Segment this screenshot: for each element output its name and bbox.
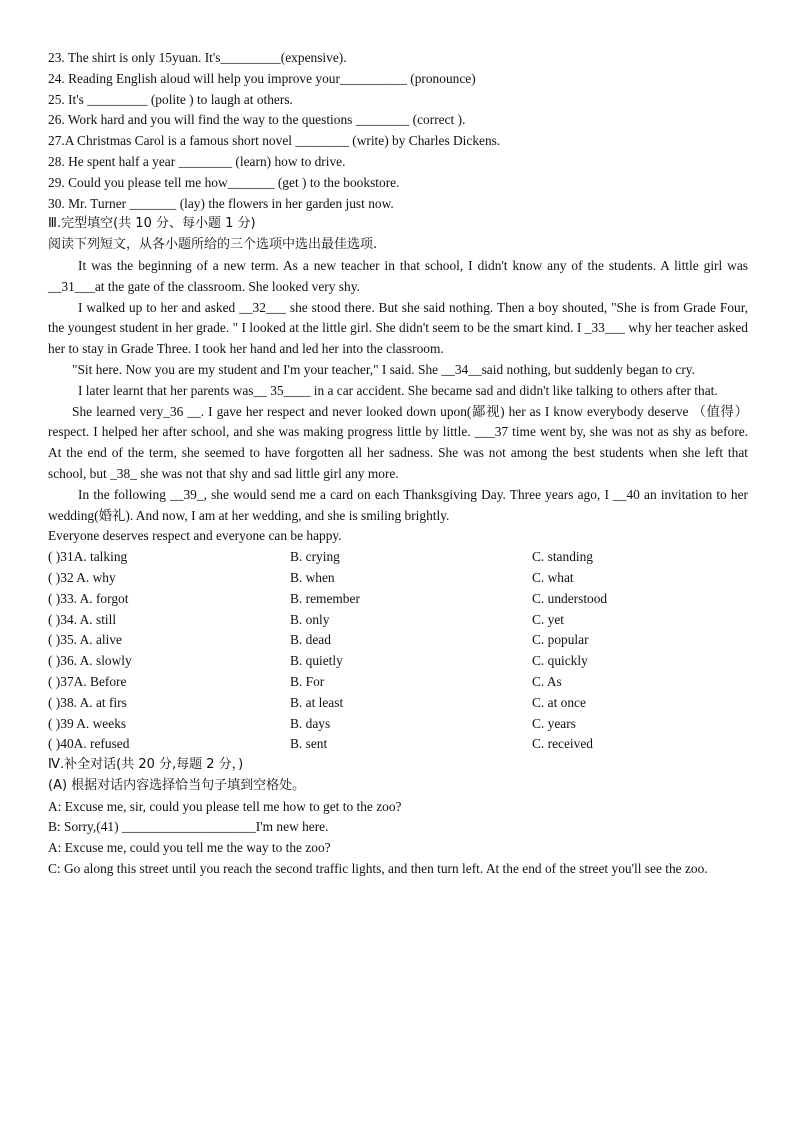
choice-row-33 — [48, 589, 748, 610]
choice-option-b: B. at least — [290, 694, 344, 710]
fill-item-26: 26. Work hard and you will find the way to the questions ________ (correct ). — [48, 112, 466, 128]
dialogue-line-4: C: Go along this street until you reach the second traffic lights, and then turn left. At the end of the street you'll see the zoo. — [48, 861, 708, 877]
section-4-subtitle: (A) 根据对话内容选择恰当句子填到空格处。 — [48, 777, 306, 793]
fill-in-items — [48, 48, 748, 214]
choice-option-a: ( )38. A. at firs — [48, 694, 127, 710]
choice-row-40 — [48, 734, 748, 755]
choice-option-a: ( )37A. Before — [48, 673, 127, 689]
choice-row-32 — [48, 568, 748, 589]
section-4-title: Ⅳ.补全对话(共 20 分,每题 2 分，) — [48, 757, 244, 773]
choice-option-b: B. For — [290, 673, 325, 689]
choice-option-c: C. standing — [532, 549, 594, 565]
fill-item-23: 23. The shirt is only 15yuan. It's_________(expensive). — [48, 50, 347, 65]
fill-item-25: 25. It's _________ (polite ) to laugh at others. — [48, 91, 293, 107]
passage-paragraph-3: "Sit here. Now you are my student and I'm your teacher," I said. She __34__said nothing, but suddenly began to cry. — [72, 361, 695, 377]
choice-option-a: ( )33. A. forgot — [48, 590, 129, 606]
passage-paragraph-5: She learned very_36 __. I gave her respect and never looked down upon(鄙视) her as I know everybody deserve （值得） respect. I helped her after school, and she was making progress little by little. ___37 time went by, she was not as shy as before. At the end of the term, she seemed to have forgotten all her sadness. She was not among the best students when she left that school, but _38_ she was not that shy and sad little girl any more. — [48, 403, 748, 481]
choice-option-c: C. understood — [532, 590, 608, 606]
choice-option-b: B. when — [290, 569, 335, 585]
choice-option-c: C. yet — [532, 611, 564, 627]
choice-option-b: B. days — [290, 715, 331, 731]
choice-list — [48, 547, 748, 755]
fill-item-24: 24. Reading English aloud will help you improve your__________ (pronounce) — [48, 70, 476, 86]
choice-option-c: C. popular — [532, 632, 589, 648]
choice-option-c: C. received — [532, 736, 593, 752]
fill-item-27: 27.A Christmas Carol is a famous short novel ________ (write) by Charles Dickens. — [48, 133, 501, 149]
passage-paragraph-1: It was the beginning of a new term. As a new teacher in that school, I didn't know any of the students. A little girl was __31___at the gate of the classroom. She looked very shy. — [48, 257, 748, 294]
choice-option-a: ( )32 A. why — [48, 569, 116, 585]
choice-option-b: B. sent — [290, 736, 328, 752]
choice-option-c: C. years — [532, 715, 576, 731]
choice-option-a: ( )31A. talking — [48, 549, 128, 565]
passage-paragraph-4: I later learnt that her parents was__ 35____ in a car accident. She became sad and didn't like talking to others after that. — [78, 382, 718, 398]
choice-row-35 — [48, 630, 748, 651]
choice-row-36 — [48, 651, 748, 672]
passage-paragraph-6: In the following __39_, she would send me a card on each Thanksgiving Day. Three years ago, I __40 an invitation to her wedding(婚礼). And now, I am at her wedding, and she is smiling brightly. — [48, 486, 748, 523]
choice-option-b: B. crying — [290, 549, 340, 565]
choice-option-c: C. what — [532, 569, 574, 585]
choice-option-a: ( )35. A. alive — [48, 632, 123, 648]
choice-row-39 — [48, 714, 748, 735]
dialogue — [48, 797, 748, 880]
dialogue-line-2: B: Sorry,(41) ____________________I'm new here. — [48, 819, 329, 835]
choice-option-c: C. quickly — [532, 653, 588, 669]
choice-option-b: B. remember — [290, 590, 360, 606]
worksheet-page — [48, 48, 748, 880]
dialogue-line-1: A: Excuse me, sir, could you please tell me how to get to the zoo? — [48, 798, 402, 814]
passage-paragraph-2: I walked up to her and asked __32___ she stood there. But she said nothing. Then a boy shouted, "She is from Grade Four, the youngest student in her grade. " I looked at the little girl. She didn't seem to be the smart kind. I _33___ why her teacher asked her to stay in Grade Three. I took her hand and led her into the classroom. — [48, 299, 748, 357]
choice-option-a: ( )34. A. still — [48, 611, 117, 627]
choice-option-b: B. only — [290, 611, 330, 627]
fill-item-28: 28. He spent half a year ________ (learn) how to drive. — [48, 153, 346, 169]
section-3-instruction: 阅读下列短文，从各小题所给的三个选项中选出最佳选项. — [48, 237, 378, 253]
fill-item-29: 29. Could you please tell me how_______ (get ) to the bookstore. — [48, 174, 400, 190]
choice-row-38 — [48, 693, 748, 714]
choice-option-c: C. at once — [532, 694, 586, 710]
passage-paragraph-7: Everyone deserves respect and everyone can be happy. — [48, 528, 342, 544]
choice-option-a: ( )36. A. slowly — [48, 653, 132, 669]
choice-option-b: B. quietly — [290, 653, 343, 669]
choice-option-c: C. As — [532, 673, 562, 689]
dialogue-line-3: A: Excuse me, could you tell me the way to the zoo? — [48, 840, 331, 856]
fill-item-30: 30. Mr. Turner _______ (lay) the flowers in her garden just now. — [48, 195, 394, 211]
choice-option-b: B. dead — [290, 632, 331, 648]
choice-option-a: ( )40A. refused — [48, 736, 130, 752]
section-3-title: Ⅲ.完型填空(共 10 分、每小题 1 分) — [48, 216, 256, 232]
choice-row-37 — [48, 672, 748, 693]
cloze-passage — [48, 256, 748, 547]
choice-row-34 — [48, 610, 748, 631]
choice-option-a: ( )39 A. weeks — [48, 715, 127, 731]
choice-row-31 — [48, 547, 748, 568]
